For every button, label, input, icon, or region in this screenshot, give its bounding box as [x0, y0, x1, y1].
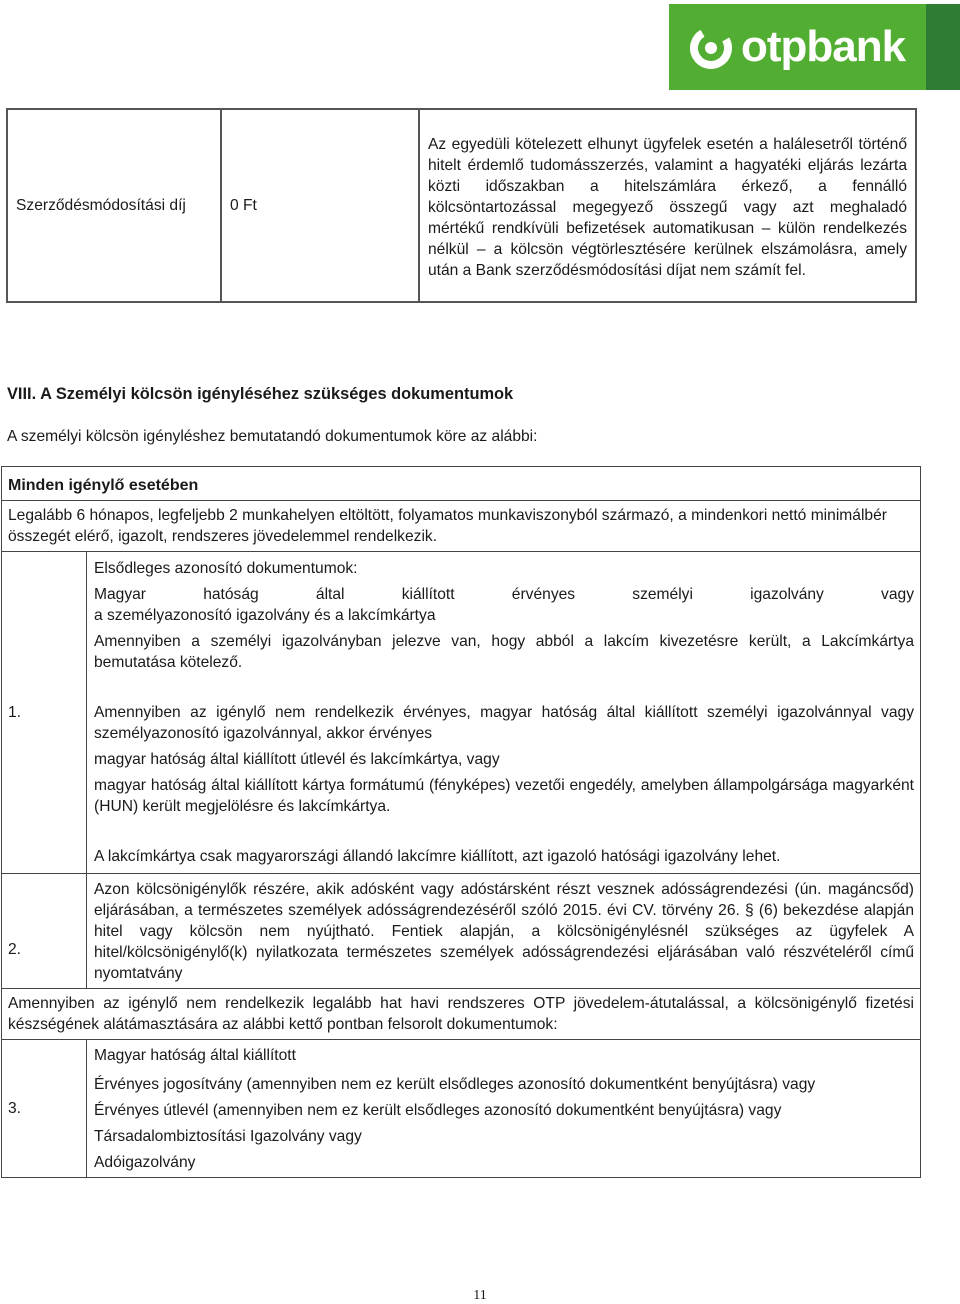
item-3-line: Társadalombiztosítási Igazolvány vagy — [94, 1128, 362, 1145]
section-title: VIII. A Személyi kölcsön igényléséhez szükséges dokumentumok — [7, 385, 514, 403]
documents-table — [1, 466, 921, 1178]
requirement-row — [2, 501, 921, 552]
item-3-line: Magyar hatóság által kiállított — [94, 1047, 296, 1064]
item-2-text: Azon kölcsönigénylők részére, akik adósként vagy adóstársként részt vesznek adósságrendezési (ún. magáncsőd) eljárásában, a természetes személyek adósságrendezéséről szóló 2015. évi CV. törvény 26. § (6) bekezdése alapján hitel vagy kölcsön nem nyújtható. Fentiek alapján, a kölcsönigénylésnél szükséges az ügyfelek A hitel/kölcsönigénylő(k) nyilatkozata természetes személyek adósságrendezési eljárásában való részvételéről című nyomtatvány — [87, 874, 921, 989]
item-1-content — [87, 552, 921, 874]
logo-text: otpbank — [741, 22, 906, 71]
fee-row — [7, 109, 916, 302]
item-1-p2b: a személyazonosító igazolvány és a lakcímkártya — [94, 607, 436, 624]
item-3-line: Érvényes jogosítvány (amennyiben nem ez került elsődleges azonosító dokumentként benyújtásra) vagy — [94, 1076, 816, 1093]
item-1-p3: Amennyiben a személyi igazolványban jelezve van, hogy abból a lakcím kivezetésre került, a Lakcímkártya bemutatása kötelező. — [94, 633, 914, 671]
item-1-p5: magyar hatóság által kiállított útlevél és lakcímkártya, vagy — [94, 751, 500, 768]
item-3-content — [87, 1040, 921, 1178]
item-1-p1: Elsődleges azonosító dokumentumok: — [94, 560, 358, 577]
logo-accent-bar — [926, 4, 960, 90]
item-1-number: 1. — [2, 552, 87, 874]
otp-note-row — [2, 989, 921, 1040]
item-1-row — [2, 552, 921, 874]
item-3-number: 3. — [2, 1040, 87, 1178]
item-1-p7: A lakcímkártya csak magyarországi állandó lakcímre kiállított, azt igazoló hatósági igazolvány lehet. — [94, 848, 781, 865]
otpbank-logo — [669, 4, 960, 90]
fee-table — [6, 108, 917, 303]
fee-label: Szerződésmódosítási díj — [7, 109, 221, 302]
fee-description: Az egyedüli kötelezett elhunyt ügyfelek esetén a halálesetről történő hitelt érdemlő tudomásszerzés, valamint a hagyatéki eljárás lezárta közti időszakban a hitelszámlára érkező, a fennálló kölcsöntartozással megegyező összegű vagy azt meghaladó mértékű rendkívüli befizetések automatikusan – külön rendelkezés nélkül – a kölcsön végtörlesztésére kerülnek elszámolásra, amely után a Bank szerződésmódosítási díjat nem számít fel. — [419, 109, 916, 302]
page-number: 11 — [473, 1288, 487, 1303]
section-intro: A személyi kölcsön igényléshez bemutatandó dokumentumok köre az alábbi: — [7, 428, 538, 445]
item-3-line: Érvényes útlevél (amennyiben nem ez került elsődleges azonosító dokumentként benyújtásra) vagy — [94, 1102, 782, 1119]
income-requirement: Legalább 6 hónapos, legfeljebb 2 munkahelyen eltöltött, folyamatos munkaviszonyból származó, a mindenkori nettó minimálbér összegét elérő, igazolt, rendszeres jövedelemmel rendelkezik. — [2, 501, 921, 552]
item-2-row — [2, 874, 921, 989]
item-1-p4: Amennyiben az igénylő nem rendelkezik érvényes, magyar hatóság által kiállított személyi igazolvánnyal vagy személyazonosító igazolvánnyal, akkor érvényes — [94, 704, 914, 742]
item-3-line: Adóigazolvány — [94, 1154, 196, 1171]
otp-logo-icon — [689, 26, 733, 70]
item-1-p2: Magyar hatóság által kiállított érvényes személyi igazolvány vagy — [94, 586, 914, 603]
item-1-p6: magyar hatóság által kiállított kártya formátumú (fényképes) vezetői engedély, amelyben állampolgársága magyarként (HUN) került megjelölésre és lakcímkártya. — [94, 777, 914, 815]
fee-amount: 0 Ft — [221, 109, 419, 302]
otp-income-note: Amennyiben az igénylő nem rendelkezik legalább hat havi rendszeres OTP jövedelem-átutalással, a kölcsönigénylő fizetési készségének alátámasztására az alábbi kettő pontban felsorolt dokumentumok: — [2, 989, 921, 1040]
item-1-p2-block — [94, 584, 914, 626]
documents-header: Minden igénylő esetében — [2, 467, 921, 501]
item-3-row — [2, 1040, 921, 1178]
header-row — [2, 467, 921, 501]
item-2-number: 2. — [2, 874, 87, 989]
